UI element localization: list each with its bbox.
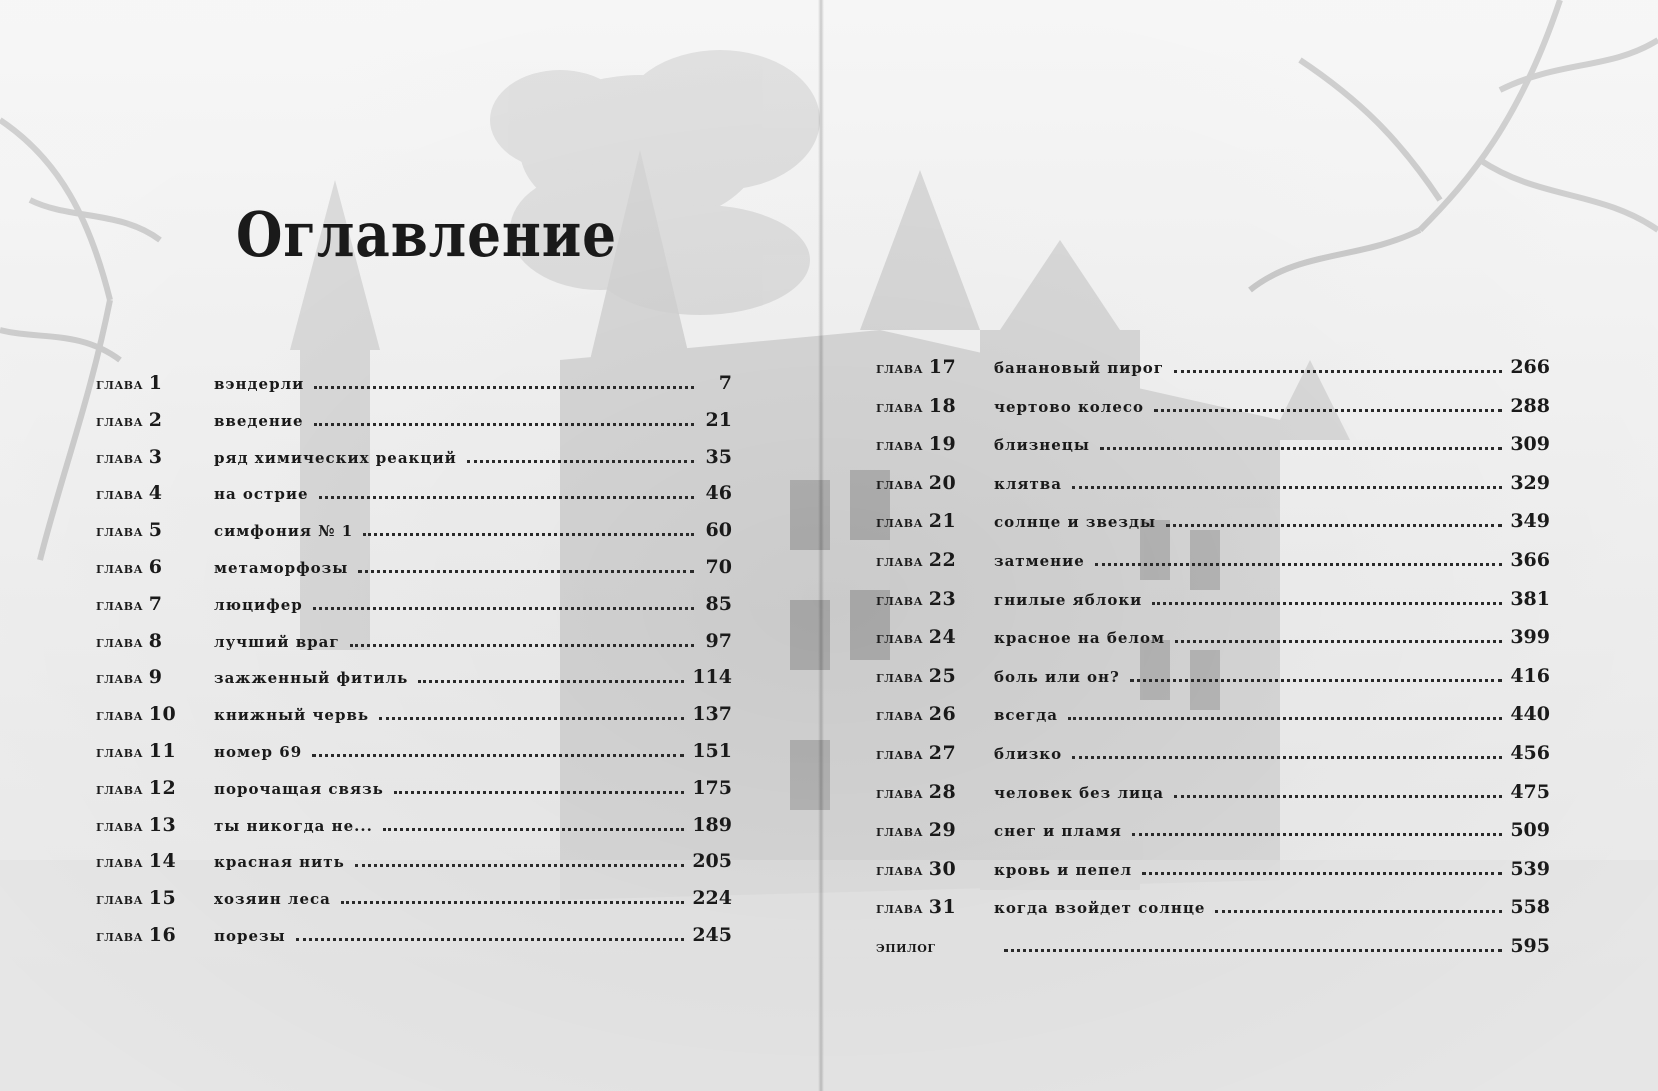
- page-title: Оглавление: [236, 198, 617, 271]
- chapter-label: глава 8: [96, 629, 163, 652]
- page-number: 137: [692, 703, 732, 726]
- chapter-label: глава 4: [96, 482, 163, 505]
- chapter-title: снег и пламя: [994, 822, 1122, 841]
- chapter-title: введение: [214, 411, 304, 430]
- page-number: 7: [718, 372, 732, 394]
- chapter-title: ряд химических реакций: [214, 448, 457, 467]
- chapter-title: когда взойдет солнце: [994, 899, 1206, 918]
- chapter-label: глава 18: [876, 394, 957, 417]
- toc-entry[interactable]: [876, 819, 1550, 858]
- dot-leader: [350, 644, 694, 647]
- dot-leader: [1132, 833, 1503, 836]
- toc-entry[interactable]: [96, 593, 732, 630]
- toc-entry[interactable]: [876, 510, 1550, 549]
- chapter-label: глава 23: [876, 587, 957, 610]
- toc-entry[interactable]: [876, 433, 1550, 472]
- chapter-title: солнце и звезды: [994, 513, 1157, 532]
- toc-entry[interactable]: [876, 742, 1550, 781]
- page-number: 366: [1510, 548, 1550, 571]
- dot-leader: [1174, 370, 1502, 373]
- page-number: 349: [1510, 510, 1550, 533]
- toc-entry[interactable]: [876, 626, 1550, 665]
- chapter-label: глава 2: [96, 408, 163, 431]
- toc-entry[interactable]: [876, 588, 1550, 627]
- toc-entry[interactable]: [876, 472, 1550, 511]
- page-number: 475: [1510, 780, 1550, 803]
- chapter-title: гнилые яблоки: [994, 590, 1143, 609]
- chapter-title: чертово колесо: [994, 397, 1145, 416]
- dot-leader: [319, 496, 694, 499]
- chapter-label: глава 9: [96, 666, 163, 689]
- chapter-title: всегда: [994, 706, 1059, 725]
- dot-leader: [314, 386, 694, 389]
- page-number: 35: [705, 445, 732, 468]
- chapter-label: глава 24: [876, 626, 957, 649]
- chapter-title: книжный червь: [214, 706, 370, 725]
- page-number: 21: [705, 408, 732, 431]
- chapter-title: боль или он?: [994, 667, 1120, 686]
- toc-entry[interactable]: [96, 446, 732, 483]
- chapter-label: глава 13: [96, 813, 177, 836]
- dot-leader: [355, 864, 685, 867]
- dot-leader: [1142, 872, 1502, 875]
- page-number: 329: [1510, 471, 1550, 494]
- toc-entry[interactable]: [96, 409, 732, 446]
- toc-entry[interactable]: [96, 850, 732, 887]
- chapter-title: близнецы: [994, 436, 1090, 455]
- toc-entry[interactable]: [876, 356, 1550, 395]
- chapter-title: метаморфозы: [214, 558, 349, 577]
- chapter-label: глава 29: [876, 819, 957, 842]
- chapter-title: на острие: [214, 485, 309, 504]
- chapter-label: глава 15: [96, 887, 177, 910]
- page-number: 509: [1510, 819, 1550, 842]
- toc-entry[interactable]: [876, 896, 1550, 935]
- chapter-title: красное на белом: [994, 629, 1166, 648]
- dot-leader: [341, 901, 684, 904]
- chapter-label: глава 1: [96, 372, 163, 394]
- chapter-label: глава 27: [876, 741, 957, 764]
- page-number: 151: [692, 739, 732, 762]
- toc-entry[interactable]: [96, 372, 732, 409]
- book-gutter: [818, 0, 824, 1091]
- chapter-label: глава 20: [876, 471, 957, 494]
- chapter-label: глава 22: [876, 548, 957, 571]
- dot-leader: [1072, 756, 1502, 759]
- chapter-title: лучший враг: [214, 632, 340, 651]
- page-number: 309: [1510, 433, 1550, 456]
- toc-left-column: [96, 372, 732, 961]
- chapter-label: глава 26: [876, 703, 957, 726]
- page-number: 245: [692, 923, 732, 946]
- dot-leader: [418, 680, 684, 683]
- toc-entry[interactable]: [96, 887, 732, 924]
- chapter-label: глава 31: [876, 896, 957, 919]
- page-number: 46: [705, 482, 732, 505]
- chapter-label: глава 14: [96, 850, 177, 873]
- page-number: 288: [1510, 394, 1550, 417]
- chapter-title: зажженный фитиль: [214, 669, 409, 688]
- chapter-title: порезы: [214, 926, 286, 945]
- chapter-label: глава 10: [96, 703, 177, 726]
- dot-leader: [383, 828, 685, 831]
- toc-entry[interactable]: [876, 395, 1550, 434]
- chapter-title: порочащая связь: [214, 779, 384, 798]
- chapter-label: глава 5: [96, 519, 163, 542]
- chapter-label: глава 11: [96, 739, 177, 762]
- chapter-label: глава 16: [96, 923, 177, 946]
- chapter-title: номер 69: [214, 742, 303, 761]
- page-number: 85: [705, 592, 732, 615]
- toc-entry[interactable]: [96, 924, 732, 961]
- toc-entry[interactable]: [96, 777, 732, 814]
- page-number: 97: [705, 629, 732, 652]
- chapter-label: глава 7: [96, 592, 163, 615]
- chapter-label: глава 12: [96, 776, 177, 799]
- toc-entry[interactable]: [876, 781, 1550, 820]
- chapter-label: глава 21: [876, 510, 957, 533]
- chapter-title: вэндерли: [214, 375, 305, 393]
- dot-leader: [1068, 717, 1502, 720]
- toc-entry[interactable]: [876, 665, 1550, 704]
- page-number: 381: [1510, 587, 1550, 610]
- chapter-title: человек без лица: [994, 783, 1164, 802]
- chapter-title: банановый пирог: [994, 359, 1165, 377]
- toc-entry[interactable]: [876, 703, 1550, 742]
- toc-entry[interactable]: [96, 630, 732, 667]
- dot-leader: [379, 717, 684, 720]
- dot-leader: [296, 938, 685, 941]
- epilogue-label: эпилог: [876, 937, 936, 956]
- dot-leader: [1152, 602, 1502, 605]
- chapter-title: хозяин леса: [214, 890, 331, 909]
- toc-entry[interactable]: [96, 703, 732, 740]
- chapter-title: близко: [994, 744, 1063, 763]
- page-number: 416: [1510, 664, 1550, 687]
- chapter-label: глава 30: [876, 857, 957, 880]
- chapter-label: глава 17: [876, 356, 957, 378]
- chapter-title: кровь и пепел: [994, 860, 1133, 879]
- toc-entry[interactable]: [96, 556, 732, 593]
- chapter-label: глава 28: [876, 780, 957, 803]
- dot-leader: [394, 791, 685, 794]
- page-number: 539: [1510, 857, 1550, 880]
- dot-leader: [1004, 949, 1502, 952]
- toc-entry[interactable]: [96, 482, 732, 519]
- page-number: 60: [705, 519, 732, 542]
- page-number: 399: [1510, 626, 1550, 649]
- chapter-title: симфония № 1: [214, 522, 354, 541]
- page-number: 175: [692, 776, 732, 799]
- page-number: 224: [692, 887, 732, 910]
- chapter-label: глава 25: [876, 664, 957, 687]
- page-number: 114: [692, 666, 732, 689]
- dot-leader: [1072, 486, 1502, 489]
- dot-leader: [467, 460, 694, 463]
- page-number: 558: [1510, 896, 1550, 919]
- dot-leader: [1095, 563, 1503, 566]
- dot-leader: [313, 607, 694, 610]
- chapter-title: люцифер: [214, 595, 303, 614]
- dot-leader: [1166, 524, 1502, 527]
- dot-leader: [1175, 640, 1502, 643]
- chapter-label: глава 19: [876, 433, 957, 456]
- dot-leader: [1215, 910, 1502, 913]
- page-number: 266: [1510, 356, 1550, 378]
- dot-leader: [358, 570, 694, 573]
- toc-entry[interactable]: [96, 666, 732, 703]
- chapter-label: глава 6: [96, 555, 163, 578]
- dot-leader: [1174, 795, 1502, 798]
- toc-entry[interactable]: [96, 740, 732, 777]
- toc-entry-epilogue[interactable]: [876, 935, 1550, 974]
- chapter-title: красная нить: [214, 853, 345, 872]
- page-number: 595: [1510, 934, 1550, 957]
- toc-entry[interactable]: [96, 814, 732, 851]
- toc-entry[interactable]: [96, 519, 732, 556]
- toc-right-column: [876, 356, 1550, 974]
- dot-leader: [363, 533, 694, 536]
- toc-entry[interactable]: [876, 549, 1550, 588]
- chapter-title: клятва: [994, 474, 1062, 493]
- chapter-title: ты никогда не...: [214, 816, 373, 835]
- dot-leader: [1130, 679, 1503, 682]
- page-number: 440: [1510, 703, 1550, 726]
- dot-leader: [1154, 409, 1502, 412]
- page-number: 70: [705, 555, 732, 578]
- chapter-title: затмение: [994, 551, 1085, 570]
- page-number: 205: [692, 850, 732, 873]
- toc-entry[interactable]: [876, 858, 1550, 897]
- dot-leader: [1100, 447, 1502, 450]
- page-number: 456: [1510, 741, 1550, 764]
- dot-leader: [314, 423, 694, 426]
- dot-leader: [312, 754, 684, 757]
- page-number: 189: [692, 813, 732, 836]
- chapter-label: глава 3: [96, 445, 163, 468]
